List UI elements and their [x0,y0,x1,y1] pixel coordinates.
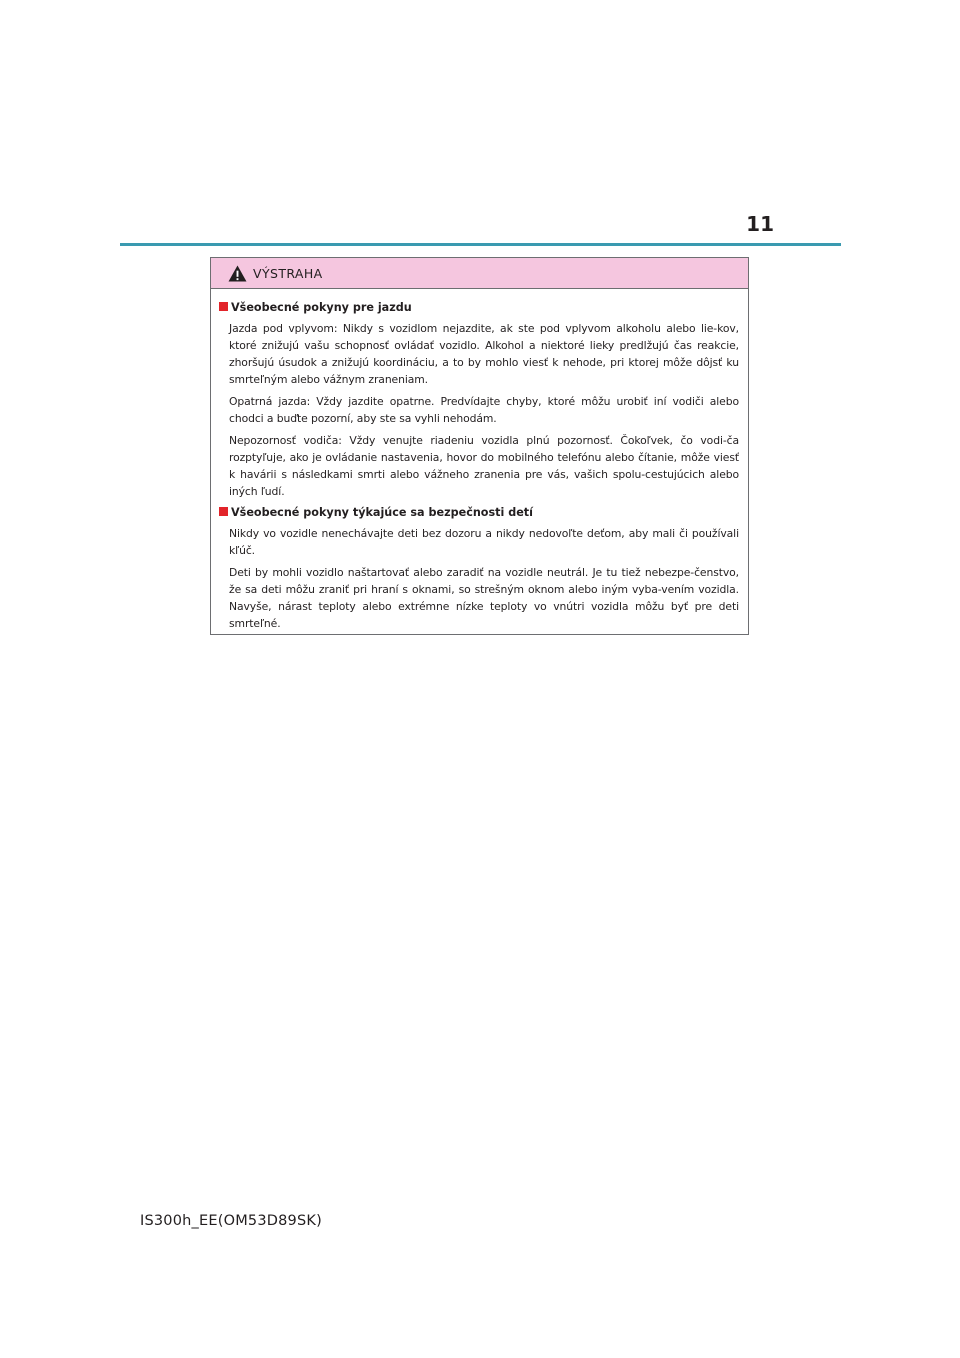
warning-triangle-icon [228,265,247,282]
section-heading-text: Všeobecné pokyny pre jazdu [231,301,412,314]
section-heading-text: Všeobecné pokyny týkajúce sa bezpečnosti detí [231,506,533,519]
bullet-square-icon [219,302,228,311]
section-heading [219,505,739,520]
section-driving [219,300,739,500]
paragraph: Nikdy vo vozidle nenechávajte deti bez dozoru a nikdy nedovoľte deťom, aby mali či používali kľúč. [229,527,739,557]
paragraph: Deti by mohli vozidlo naštartovať alebo zaradiť na vozidle neutrál. Je tu tiež nebezpe-čenstvo, že sa deti môžu zraniť pri hraní s oknami, so strešným oknom alebo iným vyba-vením vozidla. Navyše, nárast teploty alebo extrémne nízke teploty vo vnútri vozidla môžu byť pre deti smrteľné. [229,566,739,630]
footer-document-code: IS300h_EE(OM53D89SK) [140,1213,322,1229]
warning-body [211,289,748,632]
section-heading [219,300,739,315]
paragraph: Jazda pod vplyvom: Nikdy s vozidlom nejazdite, ak ste pod vplyvom alkoholu alebo lie-kov, ktoré znižujú vašu schopnosť ovládať vozidlo. Alkohol a niektoré lieky predlžujú čas reakcie, zhoršujú úsudok a znižujú koordináciu, a to by mohlo viesť k nehode, pri ktorej môže dôjsť ku smrteľným alebo vážnym zraneniam. [229,322,739,386]
page-number: 11 [746,212,774,236]
warning-box [210,257,749,635]
section-child-safety [219,505,739,632]
paragraph: Nepozornosť vodiča: Vždy venujte riadeniu vozidla plnú pozornosť. Čokoľvek, čo vodi-ča rozptyľuje, ako je ovládanie nastavenia, hovor do mobilného telefónu alebo čítanie, môže viesť k havárii s následkami smrti alebo vážneho zranenia pre vás, vašich spolu-cestujúcich alebo iných ľudí. [229,434,739,498]
header-rule [120,243,841,246]
bullet-square-icon [219,507,228,516]
warning-title: VÝSTRAHA [253,265,323,281]
paragraph: Opatrná jazda: Vždy jazdite opatrne. Predvídajte chyby, ktoré môžu urobiť iní vodiči alebo chodci a buďte pozorní, aby ste sa vyhli nehodám. [229,395,739,425]
warning-header [211,258,748,289]
